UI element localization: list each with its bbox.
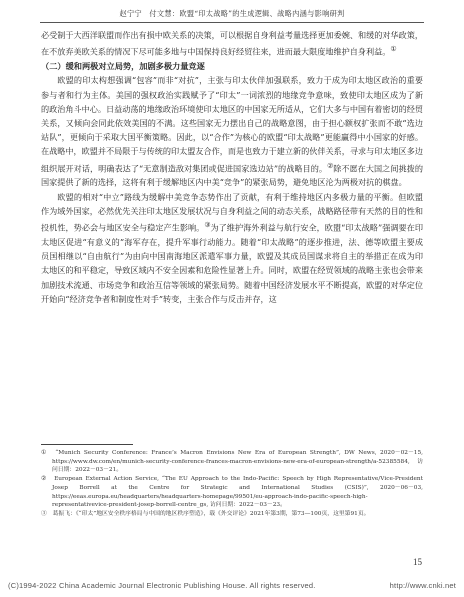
footnote-3: ③ 葛振飞：《“印太”地区安全秩序格局与中国的地区秩序塑造》，载《外交评论》2021年第3期，第73—100页，这里第91页。 [41, 511, 370, 518]
paragraph-1 [41, 73, 423, 189]
footnote-ref-3[interactable]: ③ [204, 221, 211, 230]
paragraph-2 [41, 190, 423, 306]
footnote-ref-2[interactable]: ② [327, 161, 334, 170]
copyright-text: (C)1994-2022 China Academic Journal Electronic Publishing House. All rights reserved. [8, 581, 316, 590]
footnote-ref-1[interactable]: ① [390, 45, 397, 54]
page-number: 15 [413, 557, 422, 567]
header-rule [40, 22, 424, 23]
paragraph-1-tail: 除不愿在大国之间挑拨的国家提供了新的选择，这将有利于缓解地区内中美“竞争”的紧张局势，避免地区沦为两极对抗的棋盘。 [41, 163, 423, 188]
paragraph-1-text: 欧盟的印太构想强调“包容”而非“对抗”，主张与印太伙伴加强联系，致力于成为印太地区政治的重要参与者和行为主体。美国的强权政治实践赋予了“印太”一词浓烈的地缘竞争意味，致使印太地区成为了新的政治角斗中心。日益动荡的地缘政治环境使印太地区的中国家无所适从，它们大多与中国有着密切的经贸关系，又倾向会同此依效美国的不满。这些国家无力摆出自己的战略意图，由于担心额权扩张而不敢“选边站队”，更倾向于采取大国平衡策略。因此，以“合作”为核心的欧盟“印太战略”更能赢得中小国家的好感。在战略中，欧盟并不局限于与传统的印太盟友合作，而是也致力于建立新的伙伴关系，寻求与印太地区多边组织展开对话，明确表达了“无意制造敌对集团或促进国家选边站”的战略目的。 [41, 75, 423, 174]
paragraph-2-text: 欧盟的相对“中立”路线为缓解中美竞争态势作出了贡献，有利于维持地区内多极力量的平衡。但欧盟作为域外国家，必然优先关注印太地区发展状况与自身利益之间的动态关系，战略路径带有天然的目的性和投机性，势必会与地区安全与稳定产生影响。 [41, 191, 423, 233]
article-body [41, 28, 423, 306]
running-header: 赵宁宁 付文慧：欧盟“印太战略”的生成逻辑、战略内涵与影响研判 [119, 9, 345, 18]
footnote-1: ① “Munich Security Conference: France’s Macron Envisions New Era of European Strength”, DW News, 2020－02－15, https://www.dw.com/en/munich-security-conference-frances-macron-envisions-new-era-of-european-strength/a-52385584, 访问日期：2022－03－21。 [41, 450, 423, 474]
paragraph-intro-text: 必受制于大西洋联盟而作出有损中欧关系的决策，可以根据自身利益考量选择更加委婉、和缓的对华政策，在不放弃美欧关系的情况下尽可能多地与中国保持良好经贸往来，进而最大限度地维护自身利益。 [41, 30, 423, 57]
paragraph-intro [41, 28, 423, 59]
publisher-link[interactable]: http://www.cnki.net [389, 581, 456, 590]
footnotes [41, 449, 423, 520]
footnote-2: ② European External Action Service, “The EU Approach to the Indo-Pacific: Speech by High Representative/Vice-President Josep Borrell at the Centre for Strategic and International Studies (CSIS)”, 2020－06－03, https://eeas.europa.eu/headquarters/headquarters-homepage/99501/eu-approach-indo-pacific-speech-high-representativevice-president-josep-borrell-centre_gs, 访问日期：2022－03－23。 [41, 476, 423, 509]
paragraph-2-tail: 为了维护海外利益与航行安全，欧盟“印太战略”强调要在印太地区促进“有意义的”海军存在，提升军事行动能力。随着“印太战略”的逐步推进，法、德等欧盟主要成员国相继以“自由航行”为由向中国南海地区派遣军事力量，欧盟及其成员国谋求将自主的举措正在成为印太地区的和平稳定，导致区域内不安全因素和危险性显著上升。同时，欧盟在经贸领域的战略主张也会带来加剧技术流通、市场竞争和政治互信等领域的紧张局势。随着中国经济发展水平不断提高，欧盟的对华定位开始向“经济竞争者和制度性对手”转变，主张合作与反击并存，这 [41, 222, 423, 304]
section-heading: （二）缓和两极对立局势，加剧多极力量竞逐 [41, 61, 205, 72]
footnote-rule [41, 444, 133, 445]
